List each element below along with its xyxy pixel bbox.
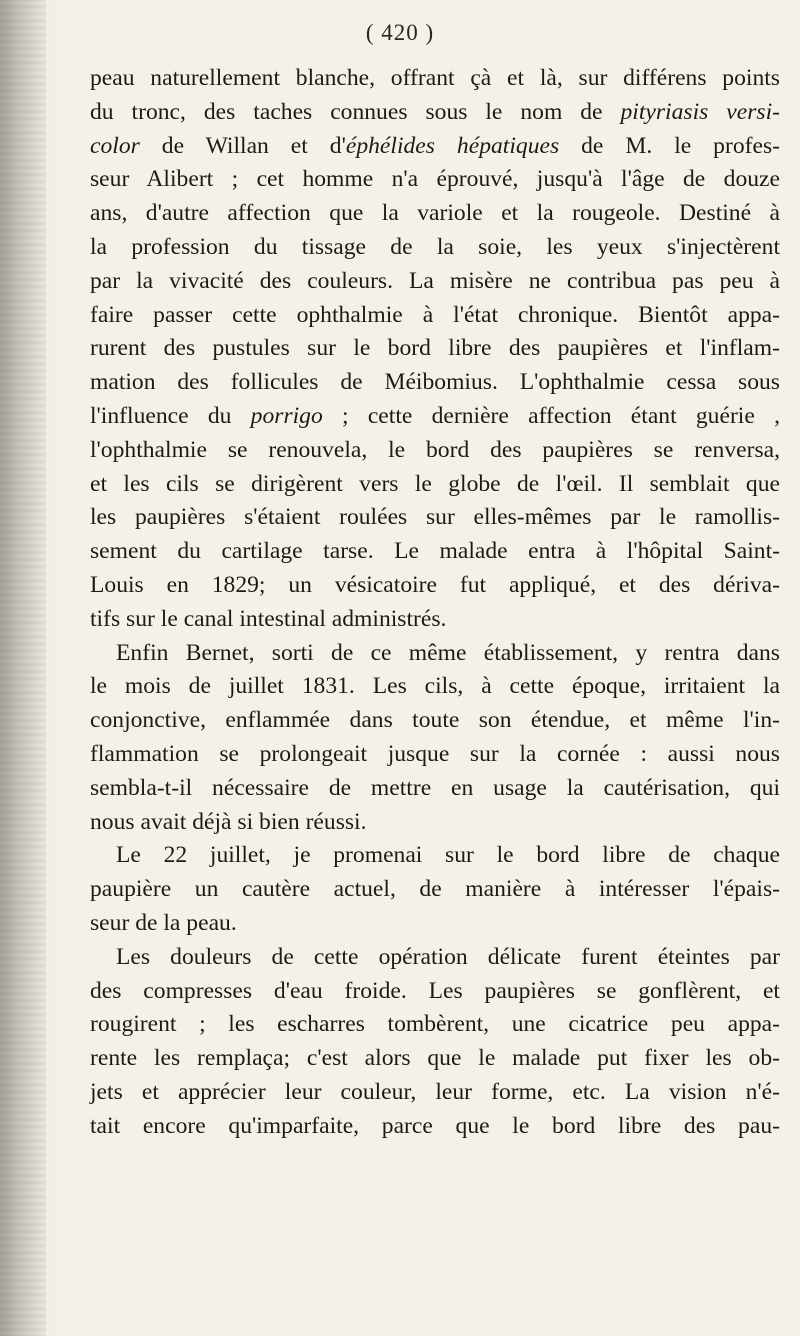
text-line: des compresses d'eau froide. Les paupières se gonflèrent, et [90, 977, 780, 1004]
text-line: rente les remplaça; c'est alors que le malade put fixer les ob- [90, 1045, 780, 1072]
text-line: la profession du tissage de la soie, les yeux s'injectèrent [90, 233, 780, 260]
paragraph-3 [90, 839, 780, 940]
text-line: Enfin Bernet, sorti de ce même établissement, y rentra dans [116, 639, 780, 666]
body-text [90, 62, 780, 1144]
page-number: ( 420 ) [365, 20, 435, 45]
text-line: mation des follicules de Méibomius. L'ophthalmie cessa sous [90, 369, 780, 396]
text-line: seur Alibert ; cet homme n'a éprouvé, jusqu'à l'âge de douze [90, 166, 780, 193]
text-line: rurent des pustules sur le bord libre des paupières et l'inflam- [90, 335, 780, 362]
binding-gutter [0, 0, 46, 1336]
text-line: tait encore qu'imparfaite, parce que le bord libre des pau- [90, 1112, 780, 1139]
paragraph-2 [90, 637, 780, 840]
text-line: ans, d'autre affection que la variole et la rougeole. Destiné à [90, 200, 780, 227]
text-line: Le 22 juillet, je promenai sur le bord libre de chaque [116, 842, 780, 869]
text-line: peau naturellement blanche, offrant çà et là, sur différens points [90, 65, 780, 91]
text-line: nous avait déjà si bien réussi. [90, 808, 367, 835]
text-line: sement du cartilage tarse. Le malade entra à l'hôpital Saint- [90, 538, 780, 565]
text-line: et les cils se dirigèrent vers le globe de l'œil. Il semblait que [90, 470, 780, 497]
text-line: conjonctive, enflammée dans toute son étendue, et même l'in- [90, 707, 780, 734]
text-line: l'influence du porrigo ; cette dernière affection étant guérie , [90, 402, 780, 429]
text-line: sembla-t-il nécessaire de mettre en usage la cautérisation, qui [90, 774, 780, 801]
text-line: jets et apprécier leur couleur, leur forme, etc. La vision n'é- [90, 1078, 780, 1105]
text-line: les paupières s'étaient roulées sur elles-mêmes par le ramollis- [90, 504, 780, 531]
text-line: par la vivacité des couleurs. La misère ne contribua pas peu à [90, 267, 780, 294]
text-line: flammation se prolongeait jusque sur la cornée : aussi nous [90, 740, 780, 767]
text-line: tifs sur le canal intestinal administrés. [90, 605, 447, 632]
text-line: faire passer cette ophthalmie à l'état chronique. Bientôt appa- [90, 301, 780, 328]
text-line: le mois de juillet 1831. Les cils, à cette époque, irritaient la [90, 673, 780, 700]
text-line: rougirent ; les escharres tombèrent, une cicatrice peu appa- [90, 1011, 780, 1038]
text-line: paupière un cautère actuel, de manière à intéresser l'épais- [90, 876, 780, 903]
text-line: du tronc, des taches connues sous le nom de pityriasis versi- [90, 98, 781, 125]
text-line: color de Willan et d'éphélides hépatiques de M. le profes- [90, 132, 781, 159]
text-line: seur de la peau. [90, 909, 237, 936]
paragraph-1 [90, 62, 780, 637]
text-line: Louis en 1829; un vésicatoire fut appliqué, et des dériva- [90, 571, 780, 598]
paragraph-4 [90, 941, 780, 1144]
text-line: Les douleurs de cette opération délicate furent éteintes par [116, 943, 780, 970]
text-line: l'ophthalmie se renouvela, le bord des paupières se renversa, [90, 436, 780, 463]
